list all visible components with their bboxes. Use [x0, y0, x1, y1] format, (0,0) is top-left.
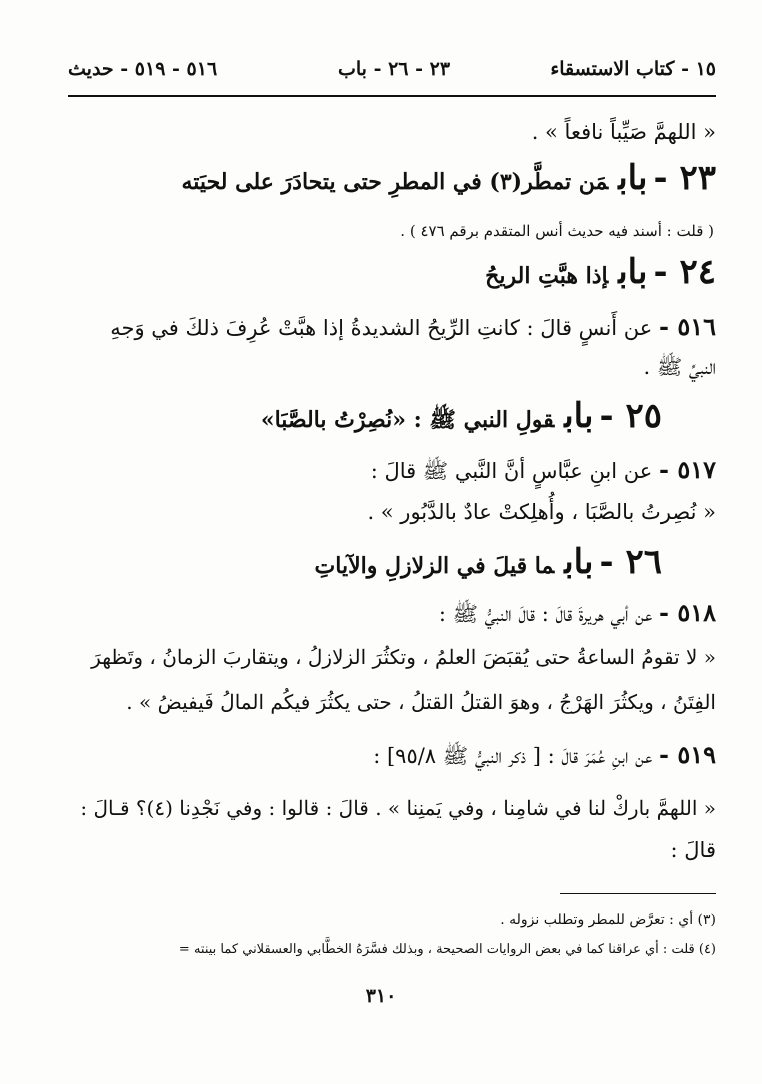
running-header [68, 52, 716, 92]
hadith-516 [110, 312, 716, 341]
chapter-number: ٢٦ - [599, 542, 662, 582]
chapter-heading-26 [315, 542, 662, 582]
chapter-number: ٢٤ - [653, 252, 716, 292]
hadith-text: عن أَنسٍ قالَ : كانتِ الرِّيحُ الشديدةُ إذا هبَّتْ عُرِفَ ذلكَ في وَجهِ [110, 316, 653, 340]
chapter-number: ٢٥ - [599, 396, 662, 436]
chapter-heading-25 [261, 396, 662, 438]
hadith-519 [373, 740, 716, 774]
hadith-text: عن ابنِ عُمَرَ قالَ : [ ذكر النبيُّ ﷺ ٩٥/٨] : [373, 744, 653, 768]
hadith-number: ٥١٨ - [659, 598, 716, 627]
editor-note: ( قلت : أسند فيه حديث أنس المتقدم برقم ٤٧٦ ) . [400, 222, 714, 240]
footnote-4: (٤) قلت : أي عراقنا كما في بعض الروايات الصحيحة ، وبذلك فسَّرَهُ الخطَّابي والعسقلاني كما بينته = [178, 942, 716, 957]
page-number: ٣١٠ [365, 985, 397, 1007]
hadith-519-quote-line2: قالَ : [670, 838, 716, 862]
header-chapter-range: ٢٣ - ٢٦ - باب [338, 58, 451, 80]
header-book-title: ١٥ - كتاب الاستسقاء [550, 58, 716, 80]
footnote-3: (٣) أي : تعرَّض للمطر وتطلب نزوله . [500, 912, 716, 928]
hadith-text: عن ابنِ عبَّاسٍ أنَّ النَّبي ﷺ قالَ : [370, 459, 653, 483]
footnote-rule [560, 893, 716, 894]
hadith-518 [439, 598, 716, 632]
chapter-title: إذا هبَّتِ الريحُ [485, 263, 609, 289]
chapter-bab: باب [618, 158, 648, 198]
hadith-number: ٥١٩ - [659, 740, 716, 769]
hadith-519-quote-line1: « اللهمَّ باركْ لنا في شامِنا ، وفي يَمنِنا » . قالَ : قالوا : وفي نَجْدِنا (٤)؟ قـالَ : [80, 796, 716, 820]
chapter-title: مَن تمطَّر(٣) في المطرِ حتى يتحادَرَ على لحيَته [181, 169, 609, 195]
chapter-number: ٢٣ - [653, 158, 716, 198]
header-rule [68, 95, 716, 97]
hadith-518-quote-line2: الفِتَنُ ، ويكثُرَ الهَرْجُ ، وهوَ القتلُ القتلُ ، حتى يكثُرَ فيكُم المالُ فَيفيضُ » . [126, 690, 716, 714]
hadith-number: ٥١٧ - [659, 455, 716, 484]
chapter-bab: باب [564, 542, 594, 582]
chapter-heading-23 [182, 158, 717, 198]
hadith-number: ٥١٦ - [659, 312, 716, 341]
text-line: « اللهمَّ صَيِّباً نافعاً » . [531, 120, 716, 144]
hadith-text: عن أبي هريرةَ قالَ : قالَ النبيُّ ﷺ : [438, 602, 653, 626]
hadith-517 [371, 455, 716, 489]
header-hadith-range: ٥١٦ - ٥١٩ - حديث [68, 58, 218, 80]
chapter-heading-24 [485, 252, 716, 292]
chapter-bab: باب [564, 396, 594, 436]
chapter-bab: باب [618, 252, 648, 292]
hadith-518-quote-line1: « لا تقومُ الساعةُ حتى يُقبَضَ العلمُ ، وتكثُرَ الزلازلُ ، ويتقاربَ الزمانُ ، وتَظهرَ [91, 645, 716, 669]
hadith-516-continuation: النبيِّ ﷺ . [643, 355, 716, 379]
hadith-517-quote: « نُصِرتُ بالصَّبَا ، وأُهلِكتْ عادٌ بالدَّبُور » . [367, 500, 716, 524]
chapter-title: ما قيلَ في الزلازلِ والآياتِ [314, 553, 555, 579]
chapter-title: قولِ النبي ﷺ : «نُصِرْتُ بالصَّبَا» [260, 407, 555, 433]
